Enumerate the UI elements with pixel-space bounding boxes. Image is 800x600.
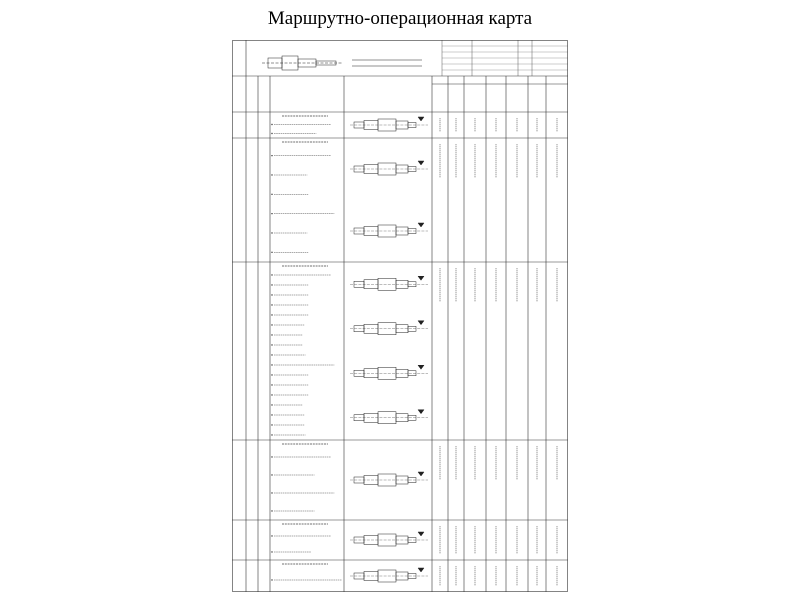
route-operation-card-sheet	[232, 40, 568, 592]
step-number-mark	[271, 404, 272, 405]
tool-icon	[418, 532, 424, 536]
tool-icon	[418, 472, 424, 476]
shaft-sketch	[350, 532, 428, 546]
shaft-sketch	[350, 365, 428, 379]
step-number-mark	[271, 294, 272, 295]
step-number-mark	[271, 155, 272, 156]
step-number-mark	[271, 551, 272, 552]
step-number-mark	[271, 394, 272, 395]
step-number-mark	[271, 274, 272, 275]
route-card-drawing	[232, 40, 568, 592]
step-number-mark	[271, 213, 272, 214]
tool-icon	[418, 223, 424, 227]
shaft-sketch	[350, 321, 428, 335]
step-number-mark	[271, 354, 272, 355]
step-number-mark	[271, 424, 272, 425]
tool-icon	[418, 161, 424, 165]
step-number-mark	[271, 344, 272, 345]
step-number-mark	[271, 492, 272, 493]
shaft-sketch	[350, 472, 428, 486]
step-number-mark	[271, 364, 272, 365]
step-number-mark	[271, 252, 272, 253]
step-number-mark	[271, 232, 272, 233]
step-number-mark	[271, 174, 272, 175]
step-number-mark	[271, 579, 272, 580]
step-number-mark	[271, 384, 272, 385]
step-number-mark	[271, 474, 272, 475]
shaft-sketch	[350, 410, 428, 424]
operation-sketches	[350, 46, 568, 582]
page-title: Маршрутно-операционная карта	[267, 8, 533, 29]
tool-icon	[418, 117, 424, 121]
shaft-sketch	[350, 276, 428, 290]
shaft-sketch	[350, 568, 428, 582]
tool-icon	[418, 365, 424, 369]
shaft-sketch	[350, 117, 428, 131]
step-number-mark	[271, 324, 272, 325]
step-number-mark	[271, 124, 272, 125]
step-number-mark	[271, 284, 272, 285]
shaft-sketch	[350, 223, 428, 237]
tool-icon	[418, 276, 424, 280]
step-number-mark	[271, 194, 272, 195]
step-number-mark	[271, 304, 272, 305]
text-lines-layer	[271, 116, 557, 586]
step-number-mark	[271, 374, 272, 375]
step-number-mark	[271, 133, 272, 134]
tool-icon	[418, 568, 424, 572]
tool-icon	[418, 321, 424, 325]
shaft-sketch	[350, 161, 428, 175]
step-number-mark	[271, 434, 272, 435]
step-number-mark	[271, 414, 272, 415]
tool-icon	[418, 410, 424, 414]
step-number-mark	[271, 456, 272, 457]
step-number-mark	[271, 535, 272, 536]
header-part-sketch	[262, 56, 422, 70]
step-number-mark	[271, 334, 272, 335]
step-number-mark	[271, 314, 272, 315]
step-number-mark	[271, 510, 272, 511]
